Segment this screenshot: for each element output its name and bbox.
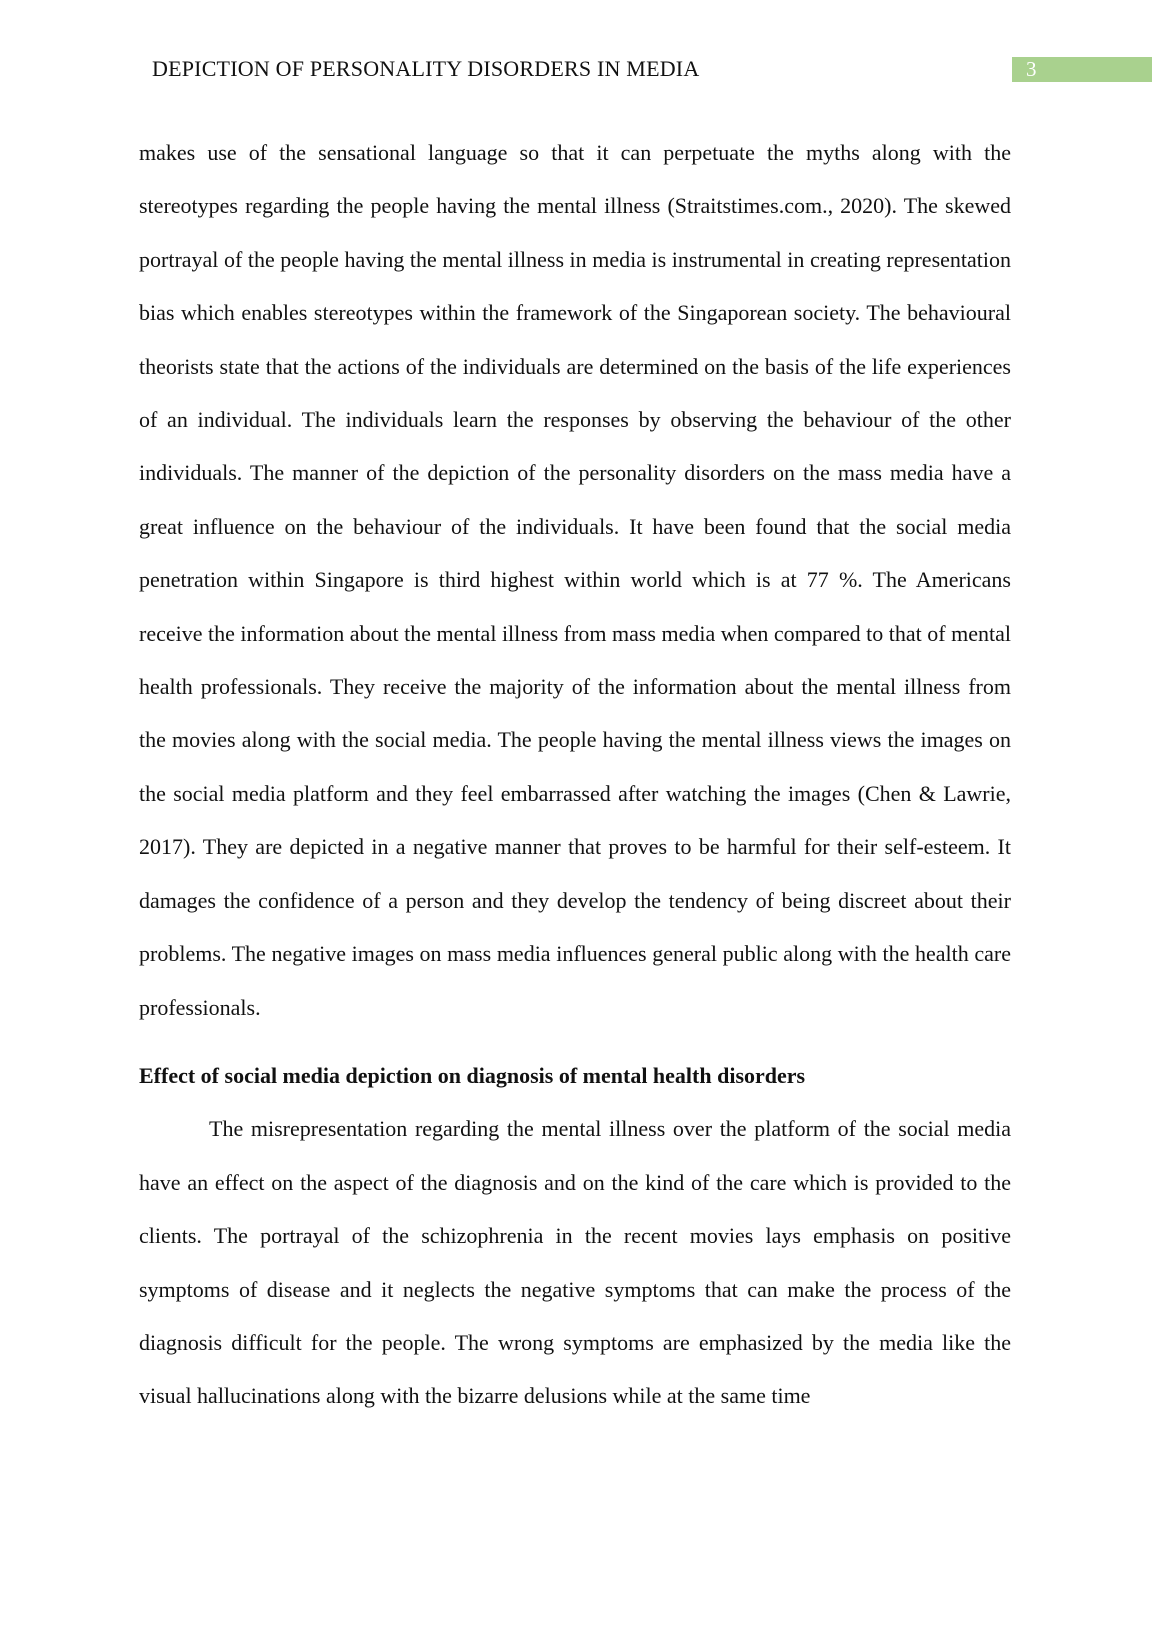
- page-number: 3: [1026, 57, 1037, 81]
- body-paragraph-1: makes use of the sensational language so that it can perpetuate the myths along with the stereotypes regarding the people having the mental illness (Straitstimes.com., 2020). The skewed portrayal of the people having the mental illness in media is instrumental in creating representation bias which enables stereotypes within the framework of the Singaporean society. The behavioural theorists state that the actions of the individuals are determined on the basis of the life experiences of an individual. The individuals learn the responses by observing the behaviour of the other individuals. The manner of the depiction of the personality disorders on the mass media have a great influence on the behaviour of the individuals. It have been found that the social media penetration within Singapore is third highest within world which is at 77 %. The Americans receive the information about the mental illness from mass media when compared to that of mental health professionals. They receive the majority of the information about the mental illness from the movies along with the social media. The people having the mental illness views the images on the social media platform and they feel embarrassed after watching the images (Chen & Lawrie, 2017). They are depicted in a negative manner that proves to be harmful for their self-esteem. It damages the confidence of a person and they develop the tendency of being discreet about their problems. The negative images on mass media influences general public along with the health care professionals.: [139, 140, 1011, 1020]
- page-number-box: [1012, 57, 1152, 82]
- document-body: [139, 126, 1011, 1423]
- section-heading: Effect of social media depiction on diagnosis of mental health disorders: [139, 1062, 806, 1088]
- body-paragraph-2: The misrepresentation regarding the mental illness over the platform of the social media have an effect on the aspect of the diagnosis and on the kind of the care which is provided to the clients. The portrayal of the schizophrenia in the recent movies lays emphasis on positive symptoms of disease and it neglects the negative symptoms that can make the process of the diagnosis difficult for the people. The wrong symptoms are emphasized by the media like the visual hallucinations along with the bizarre delusions while at the same time: [139, 1116, 1011, 1409]
- running-head: DEPICTION OF PERSONALITY DISORDERS IN MEDIA: [152, 56, 700, 81]
